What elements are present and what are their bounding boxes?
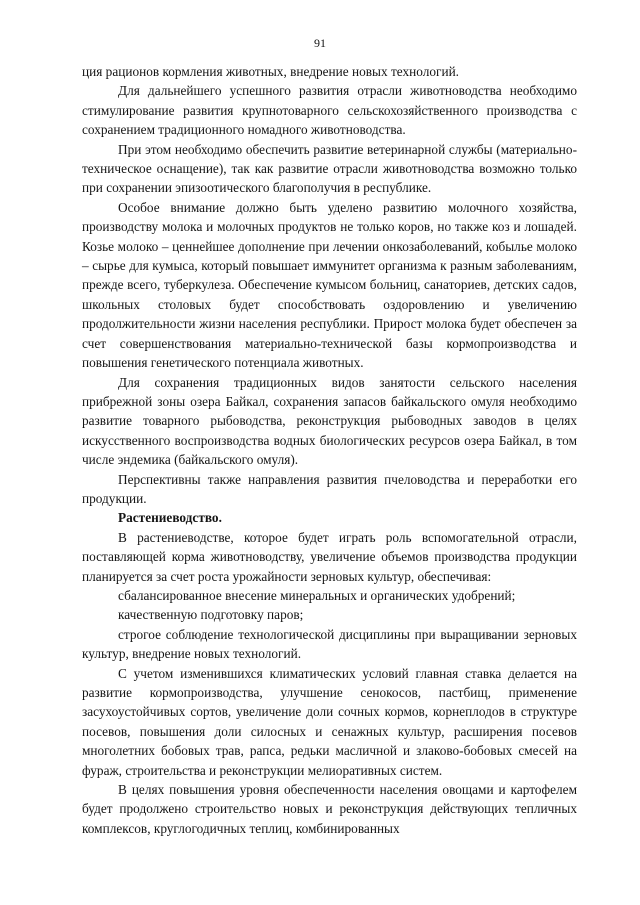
paragraph: Перспективны также направления развития пчеловодства и переработки его продукции. — [82, 471, 577, 506]
paragraph: ция рационов кормления животных, внедрение новых технологий. — [82, 64, 460, 79]
paragraph: Особое внимание должно быть уделено развитию молочного хозяйства, производству молока и молочных продуктов не только коров, но также коз и лошадей. Козье молоко – ценнейшее дополнение при лечении онкозаболеваний, кобылье молоко – сырье для кумыса, который повышает иммунитет организма к разным заболеваниям, прежде всего, туберкулеза. Обеспечение кумысом больниц, санаториев, детских садов, школьных столовых будет способствовать оздоровлению и увеличению продолжительности жизни населения республики. Прирост молока будет обеспечен за счет совершенствования материально-технической базы кормопроизводства и повышения генетического потенциала животных. — [82, 199, 577, 371]
list-item: качественную подготовку паров; — [118, 607, 304, 623]
list-item: строгое соблюдение технологической дисциплины при выращивании зерновых культур, внедрение новых технологий. — [82, 626, 577, 662]
paragraph: В целях повышения уровня обеспеченности населения овощами и картофелем будет продолжено строительство новых и реконструкция действующих тепличных комплексов, круглогодичных теплиц, комбинированных — [82, 782, 577, 836]
page-body — [82, 62, 577, 838]
list-item: сбалансированное внесение минеральных и органических удобрений; — [118, 587, 516, 603]
page-number: 91 — [314, 36, 326, 50]
paragraph: При этом необходимо обеспечить развитие ветеринарной службы (материально-техническое оснащение), так как развитие отрасли животноводства возможно только при сохранении эпизоотического благополучия в республике. — [82, 141, 577, 196]
paragraph: Для дальнейшего успешного развития отрасли животноводства необходимо стимулирование развития крупнотоварного сельскохозяйственного производства с сохранением традиционного номадного животноводства. — [82, 83, 577, 138]
paragraph: В растениеводстве, которое будет играть роль вспомогательной отрасли, поставляющей корма животноводству, увеличение объемов производства продукции планируется за счет роста урожайности зерновых культур, обеспечивая: — [82, 529, 577, 584]
section-heading: Растениеводство. — [118, 510, 222, 526]
paragraph: С учетом изменившихся климатических условий главная ставка делается на развитие кормопроизводства, улучшение сенокосов, пастбищ, применение засухоустойчивых сортов, увеличение доли сочных кормов, корнеплодов в структуре посевов, повышения доли силосных и сенажных культур, расширения посевов многолетних бобовых трав, рапса, редьки масличной и злаково-бобовых смесей на фураж, строительства и реконструкции мелиоративных систем. — [82, 665, 577, 778]
paragraph: Для сохранения традиционных видов занятости сельского населения прибрежной зоны озера Байкал, сохранения запасов байкальского омуля необходимо развитие товарного рыбоводства, реконструкция рыбоводных заводов в целях искусственного воспроизводства водных биологических ресурсов озера Байкал, в том числе эндемика (байкальского омуля). — [82, 374, 577, 468]
